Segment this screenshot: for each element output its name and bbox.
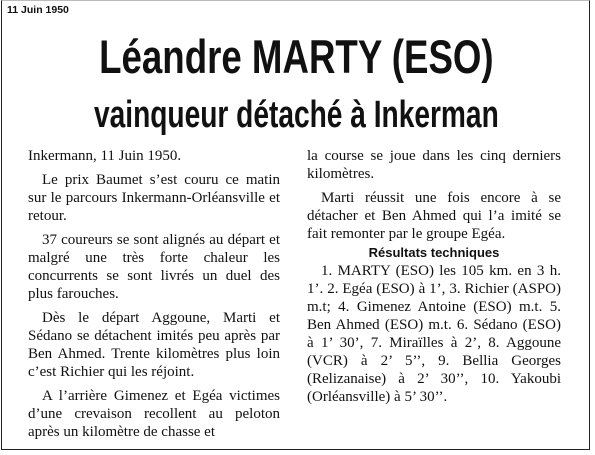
headline-subtitle: vainqueur détaché à Inkerman	[93, 94, 499, 136]
publication-date: 11 Juin 1950	[7, 4, 69, 16]
paragraph-continuation: la course se joue dans les cinq derniers kilomètres.	[307, 148, 561, 182]
article-column-right	[307, 147, 561, 412]
paragraph: A l’arrière Gimenez et Egéa victimes d’une crevaison recollent au peloton après un kilomètre de chasse et	[28, 388, 280, 440]
paragraph: Dès le départ Aggoune, Marti et Sédano se détachent imités peu après par Ben Ahmed. Trente kilomètres plus loin c’est Richier qui les réjoint.	[28, 310, 280, 380]
headline-title: Léandre MARTY (ESO)	[99, 30, 494, 83]
article-column-left	[28, 147, 280, 447]
paragraph: Marti réussit une fois encore à se détacher et Ben Ahmed qui l’a imité se fait remonter par le groupe Egéa.	[307, 190, 561, 242]
paragraph: Le prix Baumet s’est couru ce matin sur le parcours Inkermann-Orléansville et retour.	[28, 172, 280, 224]
paragraph: 37 coureurs se sont alignés au départ et malgré une très forte chaleur les concurrents se sont livrés un duel des plus farouches.	[28, 232, 280, 302]
results-heading: Résultats techniques	[368, 245, 500, 260]
results-text: 1. MARTY (ESO) les 105 km. en 3 h. 1’. 2. Egéa (ESO) à 1’, 3. Richier (ASPO) m.t; 4. Gimenez Antoine (ESO) m.t. 5. Ben Ahmed (ESO) m.t. 6. Sédano (ESO) à 1’ 30’, 7. Miraïlles à 2’, 8. Aggoune (VCR) à 2’ 5’’, 9. Bellia Georges (Relizanaise) à 2’ 30’’, 10. Yakoubi (Orléansville) à 5’ 30’’.	[307, 263, 561, 405]
article-frame	[1, 0, 590, 450]
dateline: Inkermann, 11 Juin 1950.	[28, 148, 182, 164]
